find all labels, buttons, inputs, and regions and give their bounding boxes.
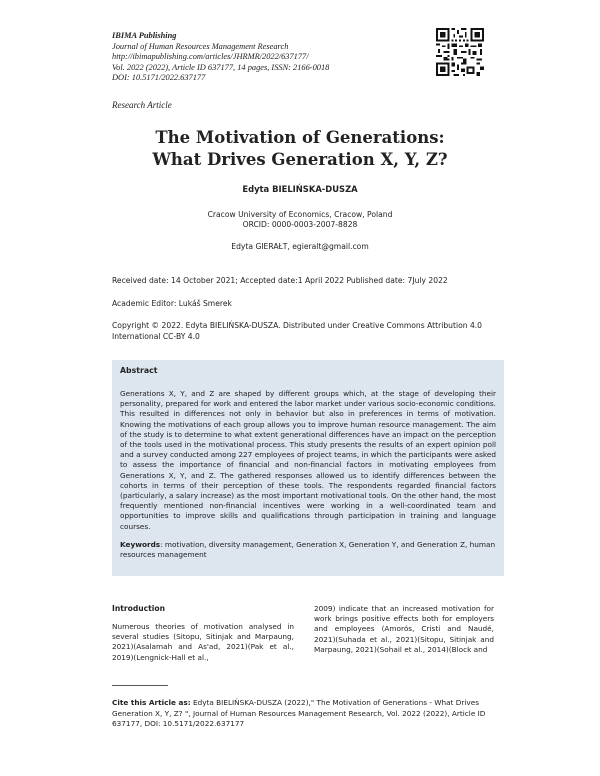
keywords	[120, 540, 496, 560]
title-line-2: What Drives Generation X, Y, Z?	[152, 150, 448, 169]
intro-column-1: Numerous theories of motivation analysed in several studies (Sitopu, Sitinjak and Marpaung, 2021)(Asalamah and As'ad, 2021)(Pak et al., 2019)(Lengnick-Hall et al.,	[112, 622, 294, 662]
article-type: Research Article	[112, 100, 172, 110]
abstract-heading: Abstract	[120, 366, 158, 375]
citation	[112, 698, 504, 730]
academic-editor: Academic Editor: Lukáš Smerek	[112, 299, 232, 308]
intro-column-2: 2009) indicate that an increased motivation for work brings positive effects both for employers and employees (Amorós, Cristi and Naudé, 2021)(Suhada et al., 2021)(Sitopu, Sitinjak and Marpaung, 2021)(Sohail et al., 2014)(Block and	[314, 604, 494, 654]
journal-name: Journal of Human Resources Management Research	[112, 41, 289, 51]
journal-header	[112, 31, 329, 84]
affiliation: Cracow University of Economics, Cracow, Poland	[207, 210, 393, 219]
article-dates: Received date: 14 October 2021; Accepted date:1 April 2022 Published date: 7July 2022	[112, 276, 448, 285]
introduction-heading: Introduction	[112, 604, 166, 613]
second-author: Edyta GIERAŁT, egieralt@gmail.com	[231, 242, 369, 251]
keywords-list: : motivation, diversity management, Generation X, Generation Y, and Generation Z, human resources management	[120, 539, 496, 560]
doi: DOI: 10.5171/2022.637177	[112, 73, 206, 83]
paper-title	[112, 127, 488, 171]
orcid: ORCID: 0000-0003-2007-8828	[242, 220, 358, 229]
publisher: IBIMA Publishing	[112, 31, 177, 40]
article-url[interactable]: http://ibimapublishing.com/articles/JHRMR/2022/637177/	[112, 52, 309, 62]
abstract-text: Generations X, Y, and Z are shaped by different groups which, at the stage of developing their personality, prepared for work and entered the labor market under various socio-economic conditions. This resulted in differences not only in behavior but also in preferences in terms of motivation. Knowing the motivations of each group allows you to improve human resource management. The aim of the study is to determine to what extent generational differences have an impact on the perception of the tools used in the motivational process. This study presents the results of an expert opinion poll and a survey conducted among 227 employees of project teams, in which the participants were asked to assess the importance of financial and non-financial factors in motivating employees from Generations X, Y, and Z. The gathered responses allowed us to identify differences between the cohorts in terms of their perception of these tools. The respondents regarded financial factors (particularly, a salary increase) as the most important motivational tools. On the other hand, the most frequently mentioned non-financial incentives were working in a well-coordinated team and opportunities to improve skills and qualifications through participation in training and language courses.	[120, 389, 496, 531]
qr-code-icon	[436, 28, 484, 76]
cite-text: Edyta BIELIŃSKA-DUSZA (2022)," The Motivation of Generations - What Drives Generation X, Y, Z? ", Journal of Human Resources Management Research, Vol. 2022 (2022), Article ID 637177, DOI: 10.5171/2022.637177	[112, 698, 486, 729]
cite-label: Cite this Article as:	[112, 698, 191, 707]
copyright-notice: Copyright © 2022. Edyta BIELIŃSKA-DUSZA. Distributed under Creative Commons Attribution 4.0 International CC-BY 4.0	[112, 321, 483, 341]
abstract-box	[112, 360, 504, 576]
author-name: Edyta BIELIŃSKA-DUSZA	[242, 184, 358, 194]
keywords-label: Keywords	[120, 539, 161, 549]
volume-info: Vol. 2022 (2022), Article ID 637177, 14 pages, ISSN: 2166-0018	[112, 62, 330, 72]
title-line-1: The Motivation of Generations:	[155, 128, 445, 147]
footnote-divider	[112, 685, 168, 686]
